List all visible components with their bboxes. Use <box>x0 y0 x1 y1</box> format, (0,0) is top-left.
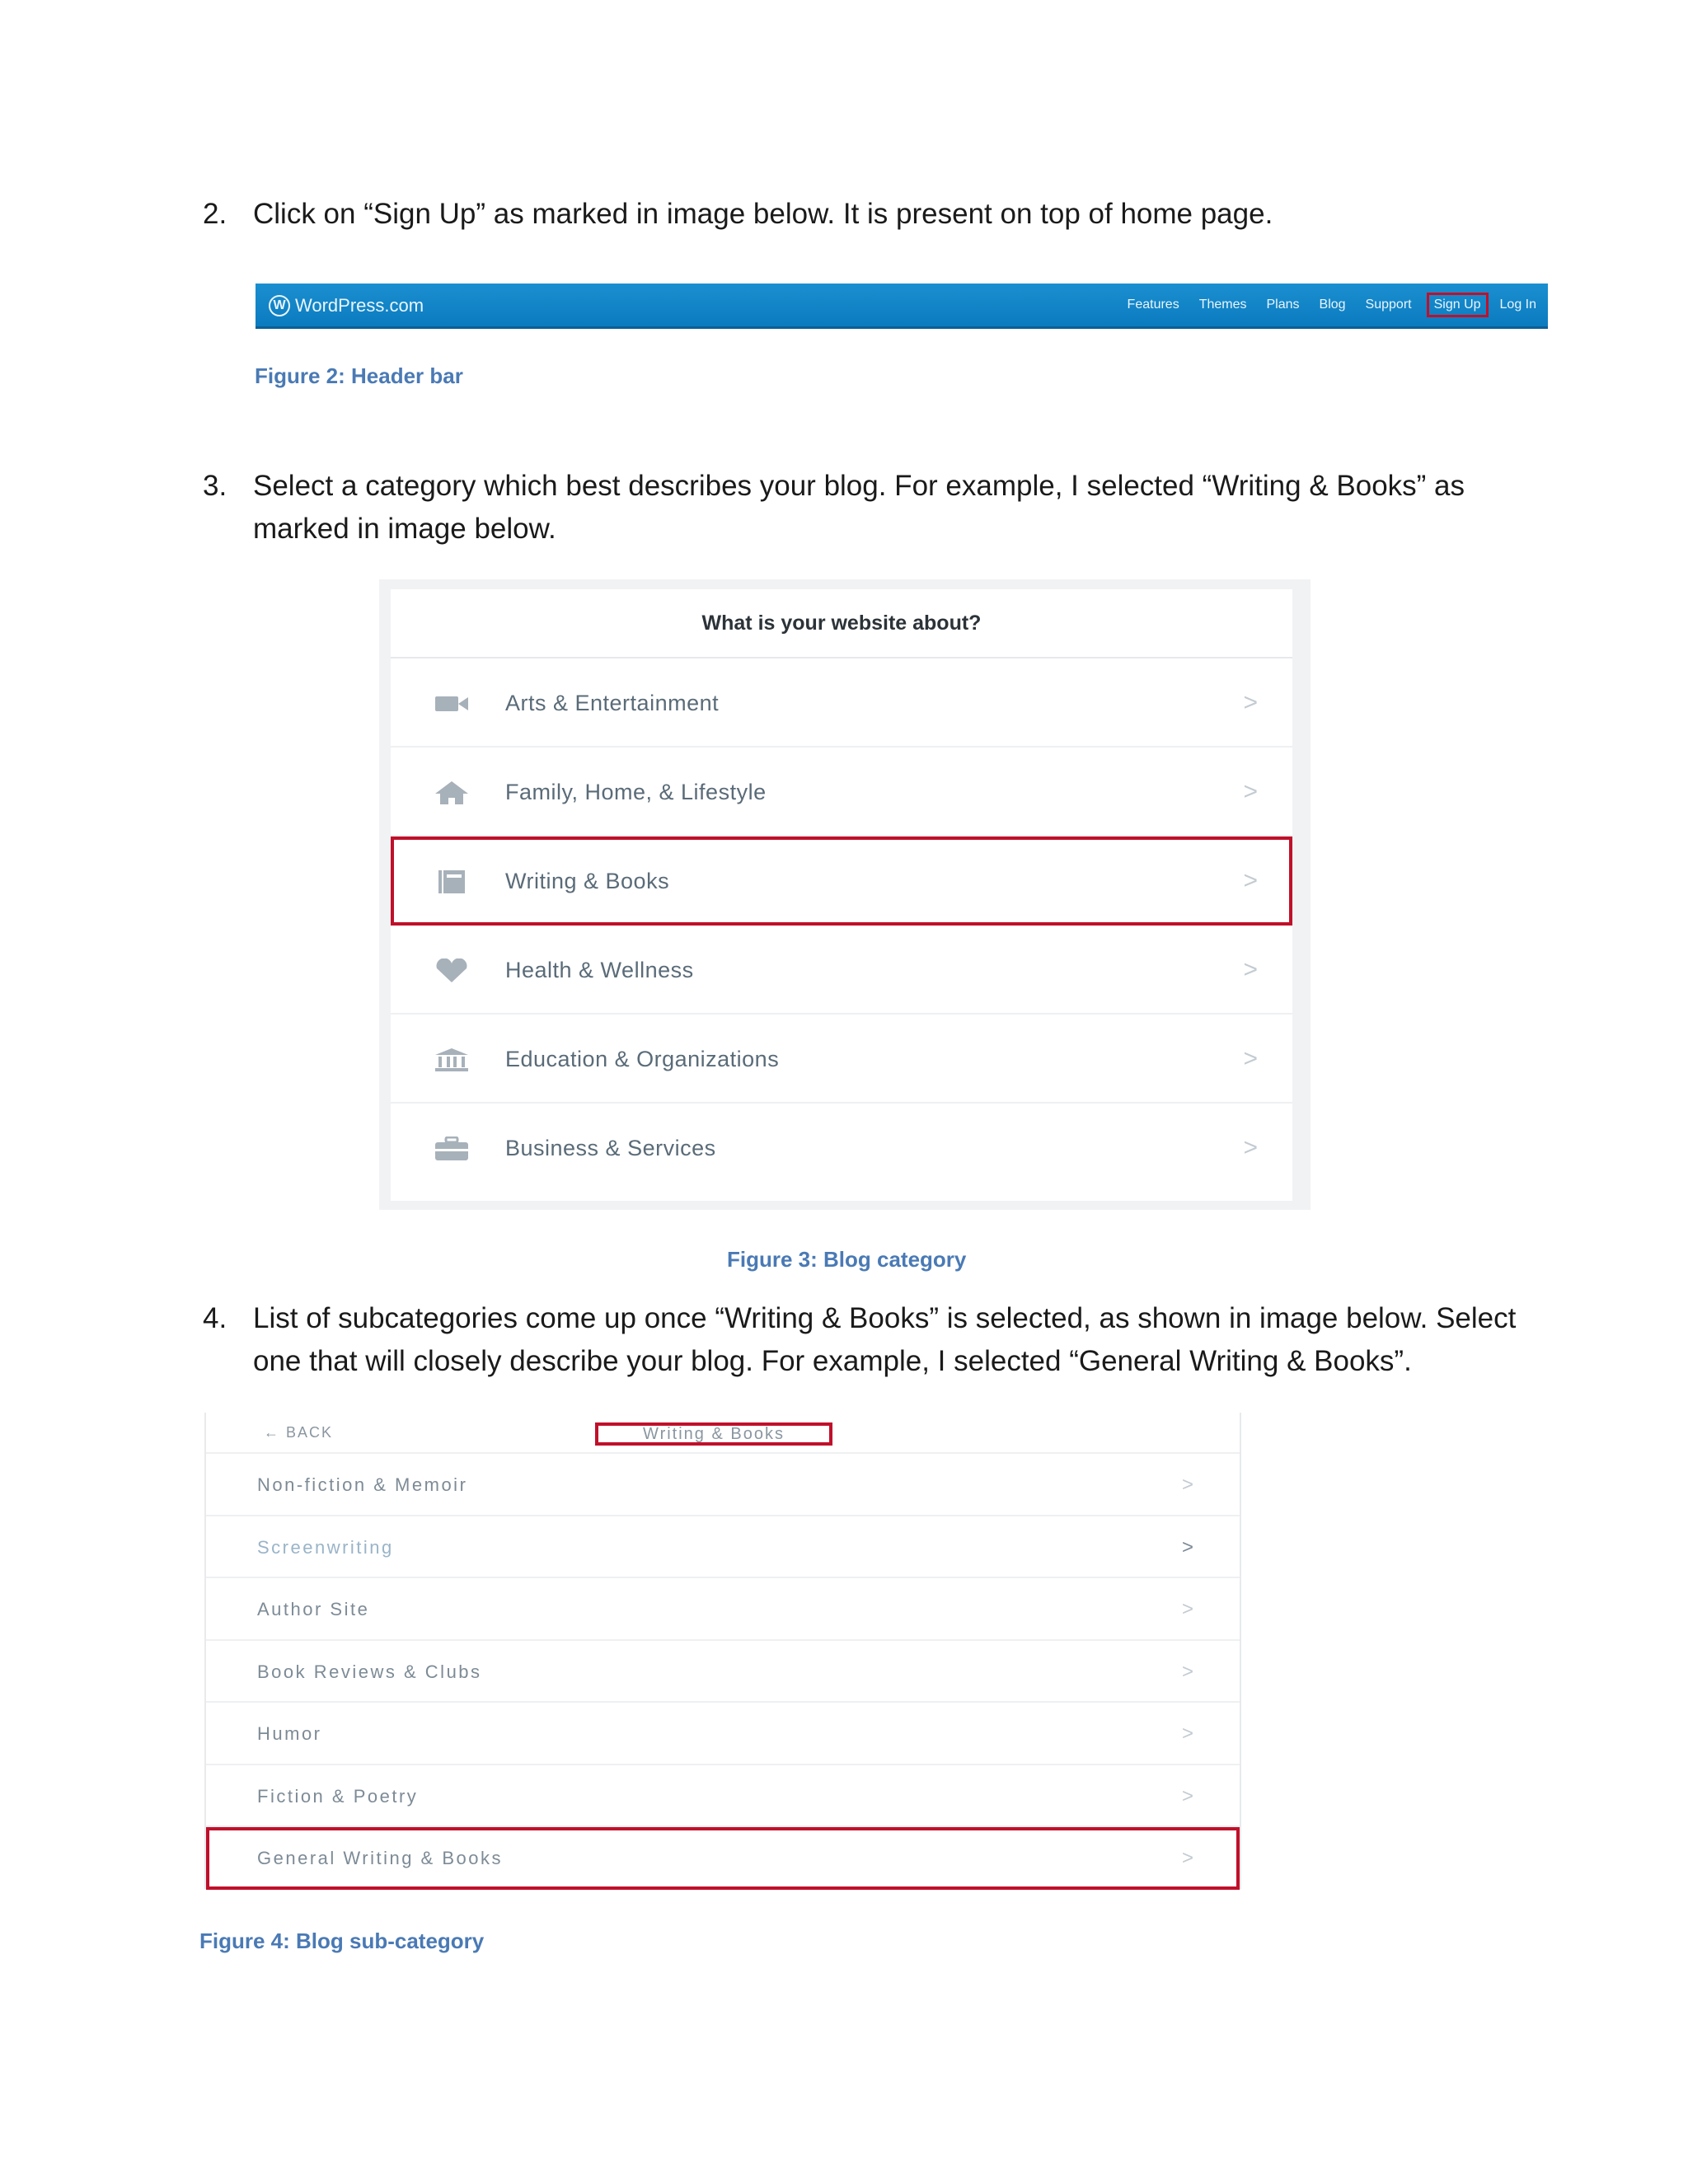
subcategory-item[interactable] <box>206 1578 1240 1641</box>
figure-3-caption: Figure 3: Blog category <box>727 1247 967 1272</box>
header-nav <box>1108 284 1536 326</box>
category-business-services[interactable] <box>391 1104 1292 1193</box>
category-label: Arts & Entertainment <box>505 691 720 715</box>
subcategory-item-selected[interactable] <box>206 1827 1240 1890</box>
home-icon <box>434 780 470 805</box>
nav-support[interactable]: Support <box>1365 298 1412 312</box>
category-label: Family, Home, & Lifestyle <box>505 780 767 804</box>
figure-4-caption: Figure 4: Blog sub-category <box>199 1929 485 1953</box>
nav-plans[interactable]: Plans <box>1266 298 1300 312</box>
chevron-right-icon: > <box>1181 1474 1193 1496</box>
category-label: Writing & Books <box>505 869 670 893</box>
category-health-wellness[interactable] <box>391 926 1292 1015</box>
step-text: List of subcategories come up once “Writing & Books” is selected, as shown in image below. Select one that will closely describe your blog. For example, I selected “General Writing & Books”. <box>253 1302 1517 1377</box>
back-button[interactable]: ← BACK <box>264 1424 334 1441</box>
chevron-right-icon: > <box>1181 1847 1193 1869</box>
chevron-right-icon: > <box>1243 1045 1258 1072</box>
category-label: Education & Organizations <box>505 1047 780 1071</box>
heart-icon <box>434 958 470 983</box>
category-screenshot <box>379 579 1311 1210</box>
chevron-right-icon: > <box>1243 867 1258 894</box>
category-title: What is your website about? <box>391 589 1292 658</box>
category-arts-entertainment[interactable] <box>391 658 1292 748</box>
chevron-right-icon: > <box>1243 689 1258 716</box>
video-camera-icon <box>434 691 470 716</box>
subcategory-label: Screenwriting <box>257 1536 394 1558</box>
subcategory-title: Writing & Books <box>595 1422 832 1446</box>
subcategory-item[interactable] <box>206 1454 1240 1516</box>
chevron-right-icon: > <box>1243 778 1258 805</box>
subcategory-label: Book Reviews & Clubs <box>257 1661 482 1682</box>
chevron-right-icon: > <box>1181 1598 1193 1620</box>
figure-2-caption: Figure 2: Header bar <box>255 363 463 388</box>
step-number: 2. <box>203 198 227 230</box>
institution-icon <box>434 1047 470 1072</box>
subcategory-screenshot <box>204 1413 1241 1889</box>
nav-sign-up[interactable]: Sign Up <box>1427 293 1489 317</box>
step-text: Click on “Sign Up” as marked in image below. It is present on top of home page. <box>253 198 1273 230</box>
logo-text: WordPress.com <box>295 295 424 316</box>
wordpress-logo[interactable] <box>269 293 424 318</box>
chevron-right-icon: > <box>1181 1722 1193 1745</box>
nav-log-in[interactable]: Log In <box>1499 298 1536 312</box>
nav-blog[interactable]: Blog <box>1319 298 1346 312</box>
subcategory-item[interactable] <box>206 1516 1240 1579</box>
nav-themes[interactable]: Themes <box>1198 298 1247 312</box>
category-writing-books[interactable] <box>391 837 1292 926</box>
chevron-right-icon: > <box>1181 1535 1193 1558</box>
subcategory-header <box>206 1413 1240 1454</box>
chevron-right-icon: > <box>1243 956 1258 983</box>
category-education-organizations[interactable] <box>391 1015 1292 1104</box>
subcategory-label: Humor <box>257 1723 322 1744</box>
wordpress-header-bar <box>256 284 1548 329</box>
subcategory-label: Fiction & Poetry <box>257 1785 419 1807</box>
step-number: 4. <box>203 1302 227 1334</box>
category-label: Health & Wellness <box>505 958 694 982</box>
step-text: Select a category which best describes your blog. For example, I selected “Writing & Books” as marked in image below. <box>253 470 1465 545</box>
category-card <box>391 589 1292 1201</box>
chevron-right-icon: > <box>1181 1660 1193 1683</box>
nav-features[interactable]: Features <box>1127 298 1179 312</box>
subcategory-item[interactable] <box>206 1703 1240 1765</box>
category-label: Business & Services <box>505 1136 716 1160</box>
chevron-right-icon: > <box>1181 1784 1193 1807</box>
subcategory-item[interactable] <box>206 1641 1240 1704</box>
briefcase-icon <box>434 1137 470 1161</box>
book-icon <box>434 869 470 894</box>
wordpress-icon: W <box>269 295 290 316</box>
subcategory-label: General Writing & Books <box>257 1848 503 1868</box>
category-family-home-lifestyle[interactable] <box>391 748 1292 837</box>
step-number: 3. <box>203 470 227 502</box>
chevron-right-icon: > <box>1243 1134 1258 1161</box>
subcategory-label: Author Site <box>257 1599 370 1619</box>
subcategory-item[interactable] <box>206 1765 1240 1828</box>
subcategory-label: Non-fiction & Memoir <box>257 1474 468 1495</box>
